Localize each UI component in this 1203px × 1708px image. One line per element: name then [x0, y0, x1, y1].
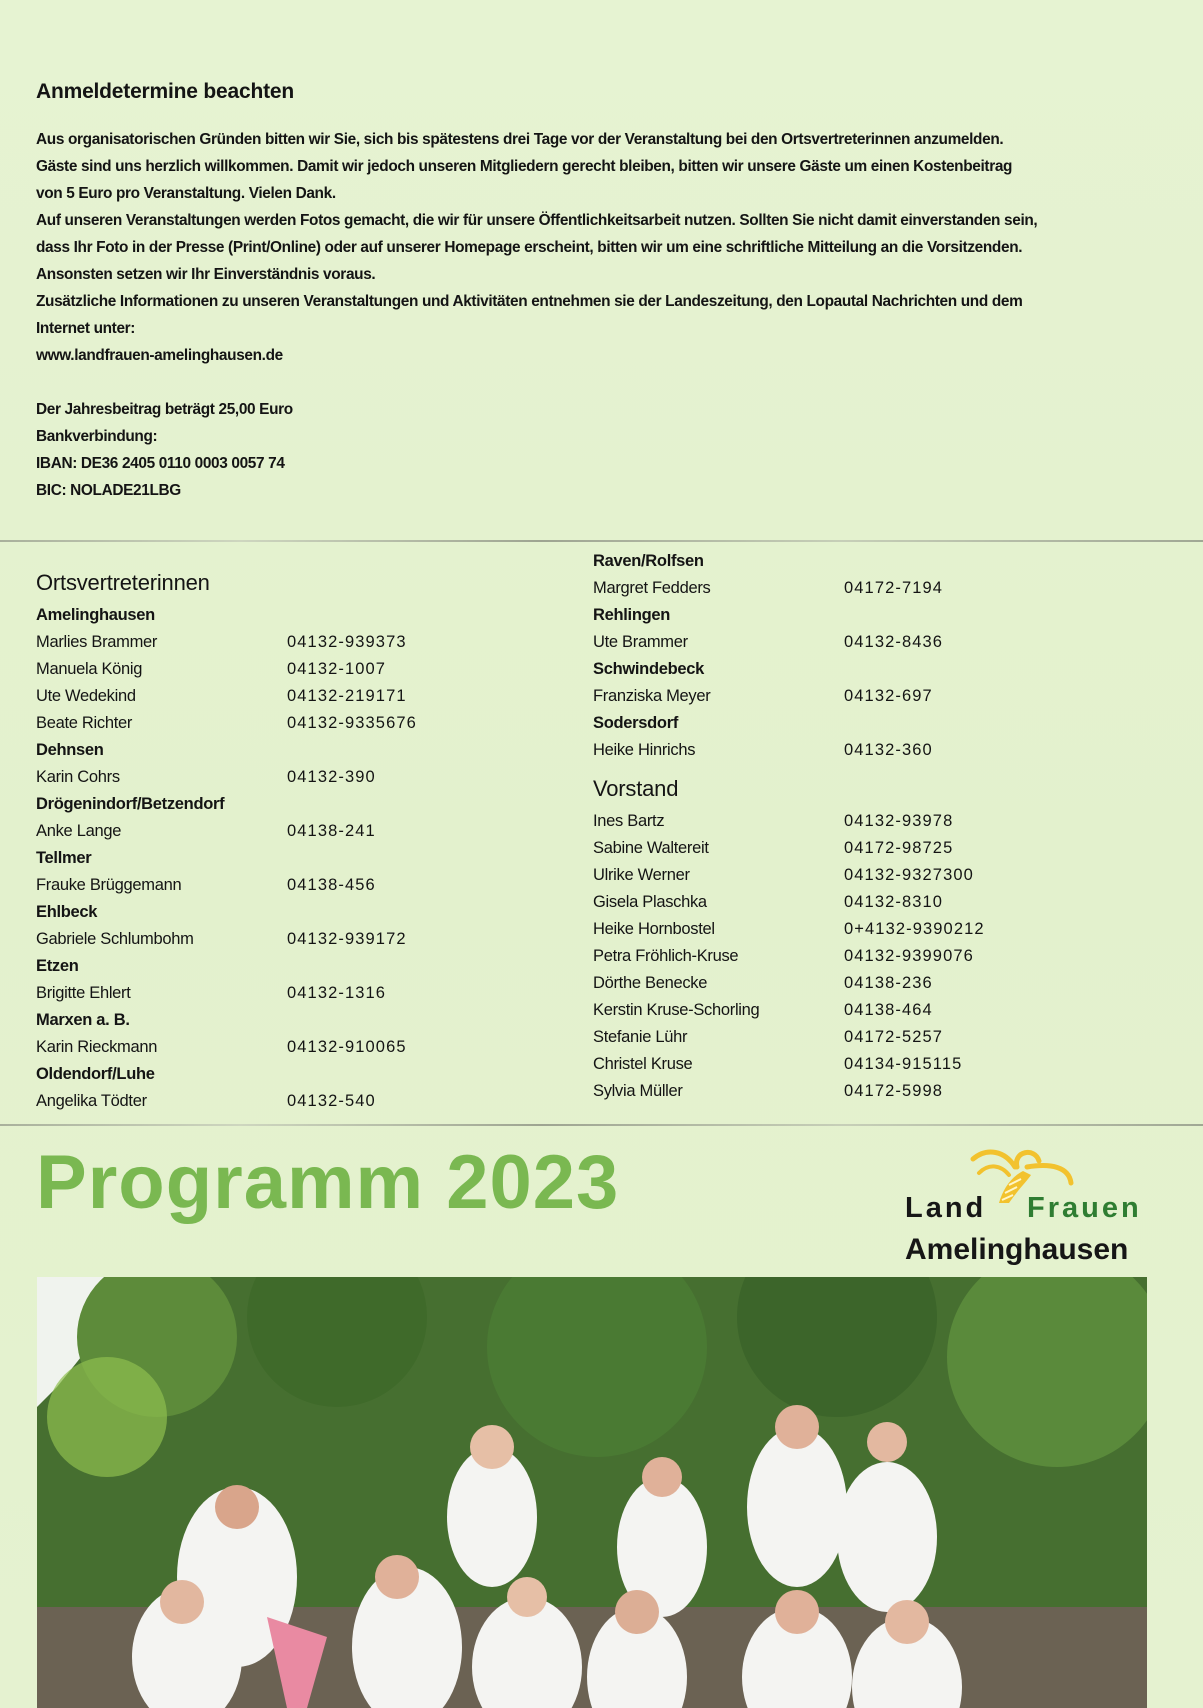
landfrauen-logo: [905, 1145, 1165, 1275]
iban: IBAN: DE36 2405 0110 0003 0057 74: [36, 455, 285, 472]
contact-name: Gabriele Schlumbohm: [36, 930, 194, 948]
board-row: [593, 862, 985, 889]
notice-line: Auf unseren Veranstaltungen werden Fotos gemacht, die wir für unsere Öffentlichkeitsarbeit nutzen. Sollten Sie nicht damit einverstanden sein,: [36, 212, 1038, 229]
board-name: Sylvia Müller: [593, 1082, 683, 1100]
contact-phone: 04132-219171: [287, 687, 407, 705]
contact-name: Heike Hinrichs: [593, 741, 696, 759]
notice-line: dass Ihr Foto in der Presse (Print/Online) oder auf unserer Homepage erscheint, bitten wir um eine schriftliche Mitteilung an die Vorsitzenden.: [36, 239, 1023, 256]
membership-fee: Der Jahresbeitrag beträgt 25,00 Euro: [36, 401, 293, 418]
board-phone: 04132-9327300: [844, 866, 974, 884]
contact-row: [36, 629, 417, 656]
board-phone: 04172-98725: [844, 839, 954, 857]
bic: BIC: NOLADE21LBG: [36, 482, 181, 499]
registration-notice: [36, 80, 1166, 504]
notice-line: Internet unter:: [36, 320, 136, 337]
board-row: [593, 1024, 985, 1051]
bank-label: Bankverbindung:: [36, 428, 158, 445]
section-heading: Ortsvertreterinnen: [36, 570, 210, 595]
place-heading: Raven/Rolfsen: [593, 552, 704, 570]
group-photo: [37, 1277, 1147, 1708]
notice-line: Aus organisatorischen Gründen bitten wir Sie, sich bis spätestens drei Tage vor der Veranstaltung bei den Ortsvertreterinnen anzumelden.: [36, 131, 1004, 148]
contact-phone: 04132-1007: [287, 660, 387, 678]
notice-line: Gäste sind uns herzlich willkommen. Damit wir jedoch unseren Mitgliedern gerecht bleiben, bitten wir unsere Gäste um einen Kostenbeitrag: [36, 158, 1013, 175]
board-phone: 04138-236: [844, 974, 933, 992]
contact-row: [36, 872, 417, 899]
notice-line: von 5 Euro pro Veranstaltung. Vielen Dank.: [36, 185, 336, 202]
place-heading: Amelinghausen: [36, 606, 155, 624]
contact-phone: 04132-1316: [287, 984, 387, 1002]
board-name: Christel Kruse: [593, 1055, 693, 1073]
logo-word-frauen: Frauen: [1027, 1192, 1142, 1224]
contact-row: [593, 737, 985, 764]
contact-name: Ute Brammer: [593, 633, 688, 651]
board-name: Dörthe Benecke: [593, 974, 708, 992]
ortsvertreterinnen-right: [593, 548, 985, 1105]
contact-row: [36, 710, 417, 737]
contact-row: [36, 1088, 417, 1115]
contact-phone: 04138-456: [287, 876, 376, 894]
board-row: [593, 1078, 985, 1105]
program-title: Programm 2023: [36, 1140, 620, 1225]
contact-row: [36, 980, 417, 1007]
contact-phone: 04172-7194: [844, 579, 944, 597]
contact-phone: 04132-939172: [287, 930, 407, 948]
board-phone: 04172-5257: [844, 1028, 944, 1046]
contact-row: [36, 926, 417, 953]
board-name: Gisela Plaschka: [593, 893, 707, 911]
contact-phone: 04132-697: [844, 687, 933, 705]
contact-phone: 04132-390: [287, 768, 376, 786]
board-name: Heike Hornbostel: [593, 920, 715, 938]
contact-name: Karin Rieckmann: [36, 1038, 158, 1056]
board-row: [593, 835, 985, 862]
board-name: Kerstin Kruse-Schorling: [593, 1001, 760, 1019]
contact-row: [36, 764, 417, 791]
contact-phone: 04132-9335676: [287, 714, 417, 732]
place-heading: Drögenindorf/Betzendorf: [36, 795, 225, 813]
contact-name: Karin Cohrs: [36, 768, 120, 786]
place-heading: Rehlingen: [593, 606, 671, 624]
board-row: [593, 970, 985, 997]
ortsvertreterinnen-left: [36, 564, 417, 1115]
board-row: [593, 889, 985, 916]
contact-phone: 04132-939373: [287, 633, 407, 651]
place-heading: Schwindebeck: [593, 660, 705, 678]
board-phone: 04132-8310: [844, 893, 944, 911]
notice-line: Ansonsten setzen wir Ihr Einverständnis voraus.: [36, 266, 376, 283]
contact-row: [36, 1034, 417, 1061]
logo-word-land: Land: [905, 1192, 987, 1224]
place-heading: Etzen: [36, 957, 79, 975]
board-name: Ines Bartz: [593, 812, 665, 830]
logo-town: Amelinghausen: [905, 1233, 1129, 1266]
board-name: Ulrike Werner: [593, 866, 690, 884]
board-phone: 04132-9399076: [844, 947, 974, 965]
place-heading: Oldendorf/Luhe: [36, 1065, 155, 1083]
contact-row: [593, 629, 985, 656]
contact-row: [36, 683, 417, 710]
fold-line: [0, 1124, 1203, 1126]
board-phone: 0+4132-9390212: [844, 920, 985, 938]
website-link[interactable]: www.landfrauen-amelinghausen.de: [36, 347, 283, 364]
contact-row: [36, 818, 417, 845]
board-phone: 04134-915115: [844, 1055, 963, 1073]
board-phone: 04132-93978: [844, 812, 954, 830]
board-row: [593, 997, 985, 1024]
place-heading: Sodersdorf: [593, 714, 679, 732]
place-heading: Marxen a. B.: [36, 1011, 130, 1029]
section-heading: Vorstand: [593, 776, 679, 801]
contact-row: [36, 656, 417, 683]
fold-line: [0, 540, 1203, 542]
board-name: Stefanie Lühr: [593, 1028, 688, 1046]
contact-phone: 04132-360: [844, 741, 933, 759]
contact-phone: 04132-910065: [287, 1038, 407, 1056]
contact-row: [593, 575, 985, 602]
contact-name: Ute Wedekind: [36, 687, 136, 705]
board-phone: 04172-5998: [844, 1082, 944, 1100]
contact-name: Beate Richter: [36, 714, 133, 732]
contact-name: Frauke Brüggemann: [36, 876, 182, 894]
contact-phone: 04138-241: [287, 822, 376, 840]
contact-phone: 04132-8436: [844, 633, 944, 651]
board-phone: 04138-464: [844, 1001, 933, 1019]
board-name: Petra Fröhlich-Kruse: [593, 947, 739, 965]
notice-heading: Anmeldetermine beachten: [36, 80, 294, 103]
place-heading: Ehlbeck: [36, 903, 98, 921]
group-photo-illustration: [37, 1277, 1147, 1708]
contact-name: Anke Lange: [36, 822, 122, 840]
contact-name: Angelika Tödter: [36, 1092, 147, 1110]
board-row: [593, 1051, 985, 1078]
contact-row: [593, 683, 985, 710]
board-row: [593, 808, 985, 835]
contact-name: Manuela König: [36, 660, 143, 678]
contact-name: Margret Fedders: [593, 579, 711, 597]
board-row: [593, 916, 985, 943]
place-heading: Dehnsen: [36, 741, 104, 759]
board-name: Sabine Waltereit: [593, 839, 709, 857]
board-row: [593, 943, 985, 970]
contact-name: Brigitte Ehlert: [36, 984, 131, 1002]
notice-line: Zusätzliche Informationen zu unseren Veranstaltungen und Aktivitäten entnehmen sie der Landeszeitung, den Lopautal Nachrichten und dem: [36, 293, 1023, 310]
contact-name: Marlies Brammer: [36, 633, 158, 651]
contact-name: Franziska Meyer: [593, 687, 711, 705]
place-heading: Tellmer: [36, 849, 92, 867]
contact-phone: 04132-540: [287, 1092, 376, 1110]
